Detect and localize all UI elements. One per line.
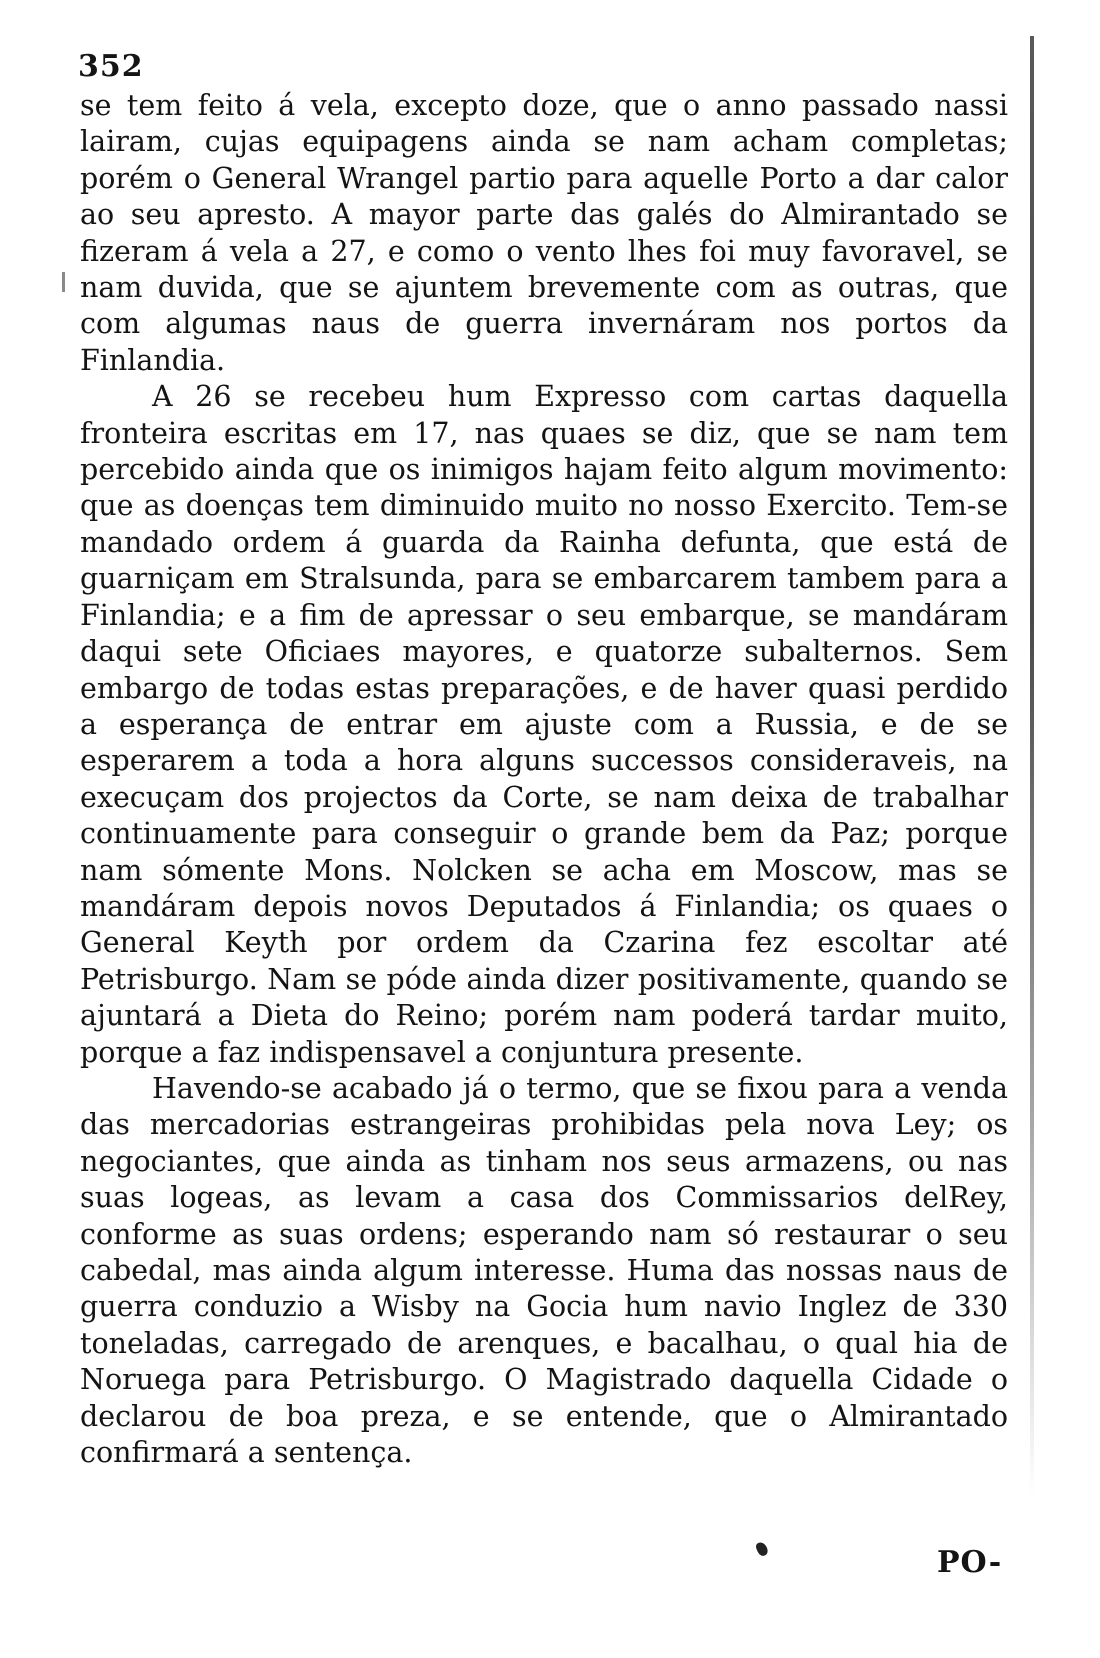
ink-spot (755, 1541, 770, 1558)
paragraph-3: Havendo-se acabado já o termo, que se fixou para a venda das mercadorias estrangeiras prohibidas pela nova Ley; os negociantes, que ainda as tinham nos seus armazens, ou nas suas logeas, as levam a casa dos Commissarios delRey, conforme as suas ordens; esperando nam só restaurar o seu cabedal, mas ainda algum interesse. Huma das nossas naus de guerra conduzio a Wisby na Gocia hum navio Inglez de 330 toneladas, carregado de arenques, e bacalhau, o qual hia de Noruega para Petrisburgo. O Magistrado daquella Cidade o declarou de boa preza, e se entende, que o Almirantado confirmará a sentença. (80, 1071, 1008, 1470)
page-edge-shadow (1030, 36, 1034, 1496)
paragraph-2: A 26 se recebeu hum Expresso com cartas daquella fronteira escritas em 17, nas quaes se diz, que se nam tem percebido ainda que os inimigos hajam feito algum movimento: que as doenças tem diminuido muito no nosso Exercito. Tem-se mandado ordem á guarda da Rainha defunta, que está de guarniçam em Stralsunda, para se embarcarem tambem para a Finlandia; e a fim de apressar o seu embarque, se mandáram daqui sete Oficiaes mayores, e quatorze subalternos. Sem embargo de todas estas preparações, e de haver quasi perdido a esperança de entrar em ajuste com a Russia, e de se esperarem a toda a hora alguns successos consideraveis, na execuçam dos projectos da Corte, se nam deixa de trabalhar continuamente para conseguir o grande bem da Paz; porque nam sómente Mons. Nolcken se acha em Moscow, mas se mandáram depois novos Deputados á Finlandia; os quaes o General Keyth por ordem da Czarina fez escoltar até Petrisburgo. Nam se póde ainda dizer positivamente, quando se ajuntará a Dieta do Reino; porém nam poderá tardar muito, porque a faz indispensavel a conjuntura presente. (80, 380, 1008, 1069)
page-number: 352 (78, 49, 144, 84)
catchword: PO- (937, 1545, 1003, 1580)
margin-mark (62, 272, 65, 292)
paragraph-1: se tem feito á vela, excepto doze, que o anno passado nassi lairam, cujas equipagens ainda se nam acham completas; porém o General Wrangel partio para aquelle Porto a dar calor ao seu apresto. A mayor parte das galés do Almirantado se fizeram á vela a 27, e como o vento lhes foi muy favoravel, se nam duvida, que se ajuntem brevemente com as outras, que com algumas naus de guerra invernáram nos portos da Finlandia. (80, 89, 1008, 377)
body-text (80, 88, 1008, 1471)
